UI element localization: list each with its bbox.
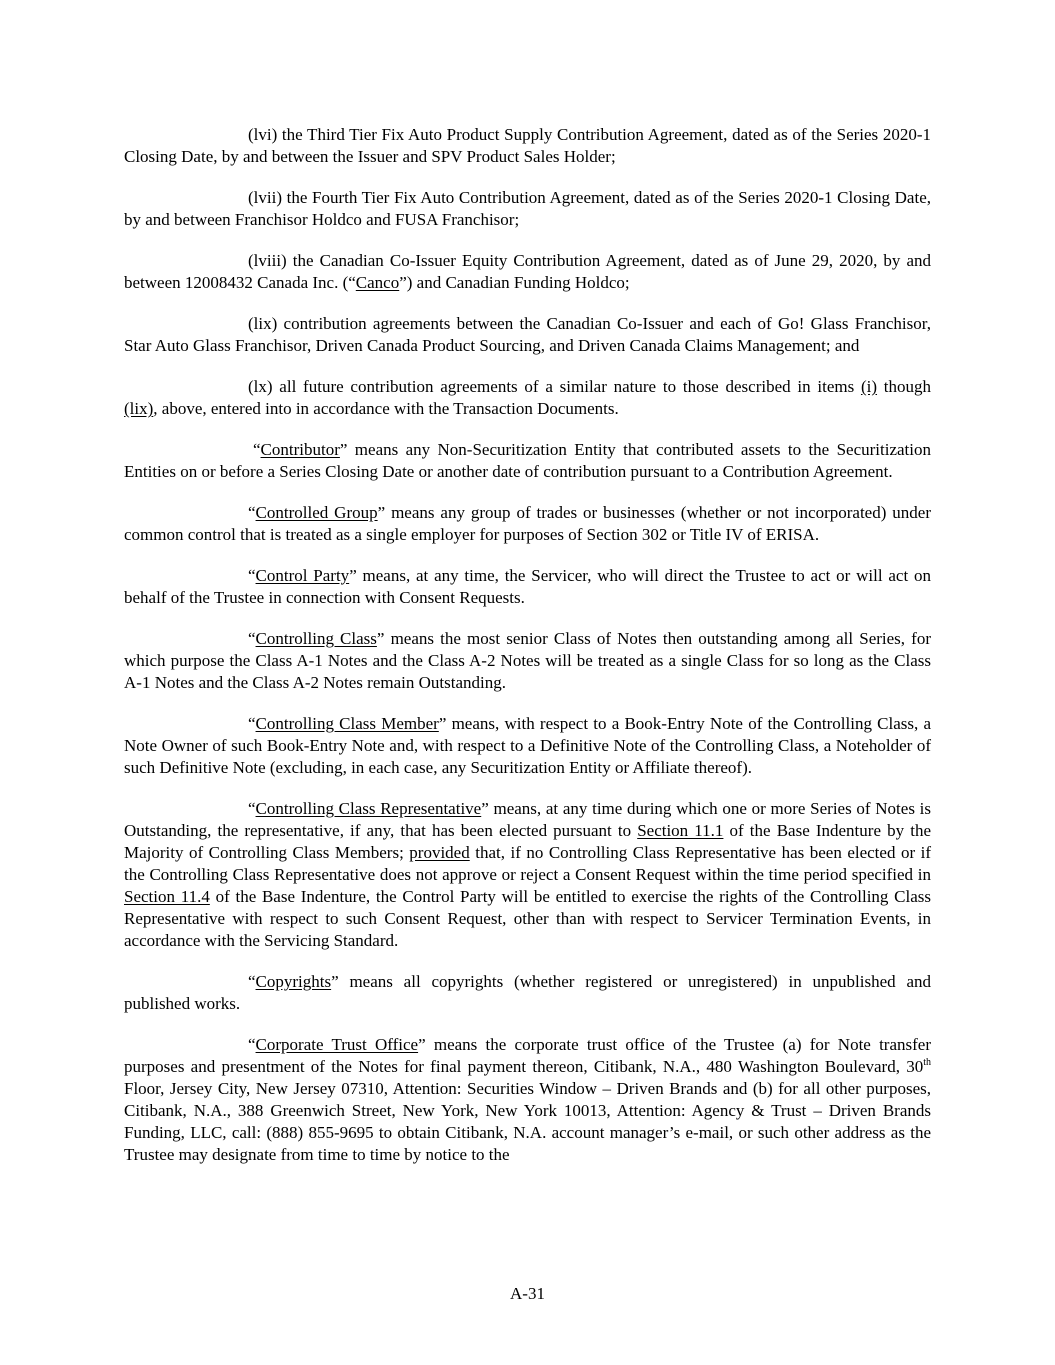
cross-reference-lix: (lix) — [124, 399, 154, 418]
defined-term: Copyrights — [255, 972, 332, 991]
defined-term: Controlling Class — [255, 629, 377, 648]
defined-term: Controlled Group — [255, 503, 378, 522]
definition-controlled-group: “Controlled Group” means any group of trades or businesses (whether or not incorporated) under common control that is treated as a single employer for purposes of Section 302 or Title IV of ERISA. — [124, 503, 931, 544]
list-item-lvi: (lvi) the Third Tier Fix Auto Product Supply Contribution Agreement, dated as of the Series 2020-1 Closing Date, by and between the Issuer and SPV Product Sales Holder; — [124, 125, 931, 166]
defined-term-canco: Canco — [355, 273, 400, 292]
defined-term: Contributor — [260, 440, 340, 459]
definition-corporate-trust-office: “Corporate Trust Office” means the corporate trust office of the Trustee (a) for Note transfer purposes and presentment of the Notes for final payment thereon, Citibank, N.A., 480 Washington Boulevard, 30th Floor, Jersey City, New Jersey 07310, Attention: Securities Window – Driven Brands and (b) for all other purposes, Citibank, N.A., 388 Greenwich Street, New York, New York 10013, Attention: Agency & Trust – Driven Brands Funding, LLC, call: (888) 855-9695 to obtain Citibank, N.A. account manager’s e-mail, or such other address as the Trustee may designate from time to time by notice to the — [124, 1035, 931, 1164]
list-item-lix: (lix) contribution agreements between the Canadian Co-Issuer and each of Go! Glass Franchisor, Star Auto Glass Franchisor, Driven Canada Product Sourcing, and Driven Canada Claims Management; and — [124, 314, 931, 355]
cross-reference-i: (i) — [860, 377, 878, 396]
page-number: A-31 — [510, 1284, 545, 1303]
proviso: provided — [409, 843, 470, 862]
list-item-lx: (lx) all future contribution agreements of a similar nature to those described in items (i) though (lix), above, entered into in accordance with the Transaction Documents. — [124, 377, 931, 418]
definition-control-party: “Control Party” means, at any time, the Servicer, who will direct the Trustee to act or will act on behalf of the Trustee in connection with Consent Requests. — [124, 566, 931, 607]
cross-reference-section-11-4: Section 11.4 — [124, 887, 210, 906]
definition-copyrights: “Copyrights” means all copyrights (whether registered or unregistered) in unpublished and published works. — [124, 972, 931, 1013]
defined-term: Control Party — [255, 566, 350, 585]
definition-controlling-class-member: “Controlling Class Member” means, with respect to a Book-Entry Note of the Controlling Class, a Note Owner of such Book-Entry Note and, with respect to a Definitive Note of the Controlling Class, a Noteholder of such Definitive Note (excluding, in each case, any Securitization Entity or Affiliate thereof). — [124, 714, 932, 777]
definition-contributor: “Contributor” means any Non-Securitization Entity that contributed assets to the Securitization Entities on or before a Series Closing Date or another date of contribution pursuant to a Contribution Agreement. — [124, 440, 931, 481]
definition-controlling-class: “Controlling Class” means the most senior Class of Notes then outstanding among all Series, for which purpose the Class A-1 Notes and the Class A-2 Notes will be treated as a single Class for so long as the Class A-1 Notes and the Class A-2 Notes remain Outstanding. — [124, 629, 931, 692]
list-item-lviii: (lviii) the Canadian Co-Issuer Equity Contribution Agreement, dated as of June 29, 2020, by and between 12008432 Canada Inc. (“Canco”) and Canadian Funding Holdco; — [124, 251, 931, 292]
definition-controlling-class-representative: “Controlling Class Representative” means, at any time during which one or more Series of Notes is Outstanding, the representative, if any, that has been elected pursuant to Section 11.1 of the Base Indenture by the Majority of Controlling Class Members; provided that, if no Controlling Class Representative has been elected or if the Controlling Class Representative does not approve or reject a Consent Request within the time period specified in Section 11.4 of the Base Indenture, the Control Party will be entitled to exercise the rights of the Controlling Class Representative with respect to such Consent Request, other than with respect to Servicer Termination Events, in accordance with the Servicing Standard. — [124, 799, 931, 950]
defined-term: Controlling Class Representative — [255, 799, 482, 818]
cross-reference-section-11-1: Section 11.1 — [637, 821, 724, 840]
document-body — [124, 124, 931, 1185]
defined-term: Corporate Trust Office — [255, 1035, 419, 1054]
ordinal-suffix: th — [923, 1057, 931, 1068]
defined-term: Controlling Class Member — [255, 714, 439, 733]
list-item-lvii: (lvii) the Fourth Tier Fix Auto Contribution Agreement, dated as of the Series 2020-1 Closing Date, by and between Franchisor Holdco and FUSA Franchisor; — [124, 188, 931, 229]
